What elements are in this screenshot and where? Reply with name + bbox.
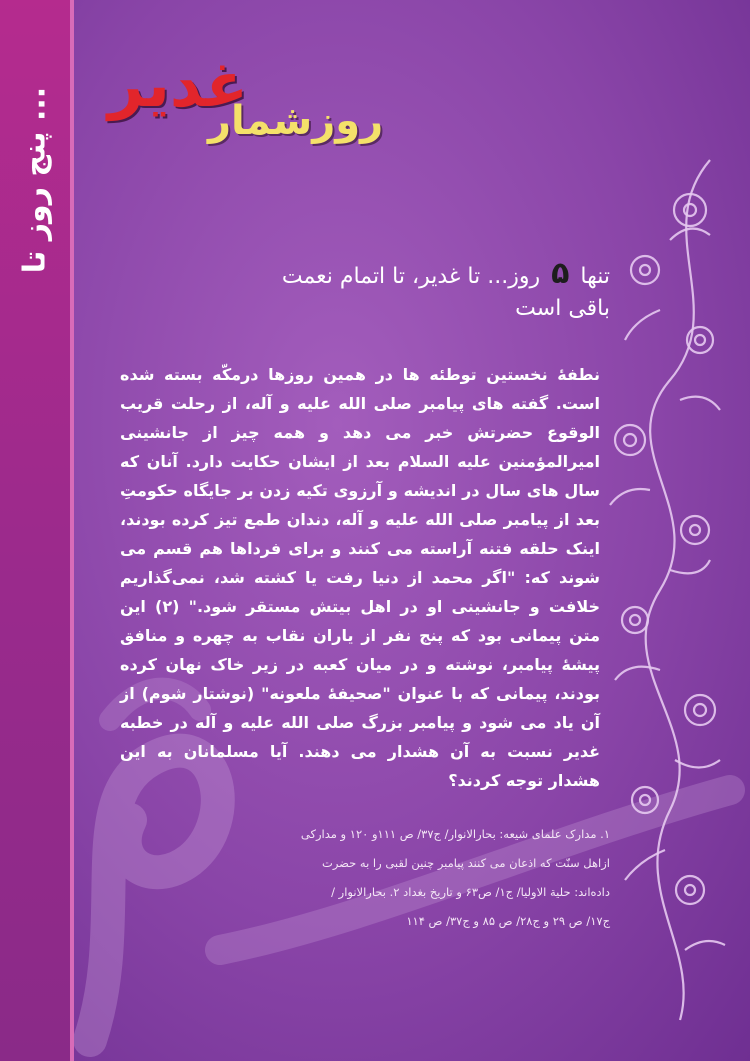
heading-line-1 (230, 258, 610, 293)
footnote-line: ۱. مدارک علمای شیعه: بحارالانوار/ ج۳۷/ ص ۱۱۱و ۱۲۰ و مدارکی (300, 827, 610, 841)
floral-vine-icon (590, 150, 740, 1030)
heading-before: تنها (580, 264, 610, 289)
footnote-line: داده‌اند: حلیة الاولیا/ ج۱/ ص۶۳ و تاریخ بغداد ۲. بحارالانوار / (331, 885, 610, 899)
page-title (108, 48, 438, 158)
heading-number: ۵ (551, 256, 570, 291)
body-paragraph: نطفهٔ نخستین توطئه ها در همین روزها درمکّه بسته شده است. گفته های پیامبر صلی الله علیه و آله، از رحلت قریب الوقوع حضرتش خبر می دهد و همه چیز از جانشینی امیرالمؤمنین علیه السلام بعد از ایشان حکایت دارد. آنان که سال های سال در اندیشه و آرزوی تکیه زدن بر جایگاه حکومتِ بعد از پیامبر صلی الله علیه و آله، دندان طمع تیز کرده بودند، اینک حلقه فتنه آراسته می کنند و برای فرداها هم قسم می شوند که: "اگر محمد از دنیا رفت یا کشته شد، نمی‌گذاریم خلافت و جانشینی او در اهل بیتش مستقر شود." (۲) این متن پیمانی بود که پنج نفر از یاران نقاب به چهره و منافق پیشهٔ پیامبر، نوشته و در میان کعبه در زیر خاک نهان کرده بودند، پیمانی که با عنوان "صحیفهٔ ملعونه" (نوشتار شوم) از آن یاد می شود و پیامبر بزرگ صلی الله علیه و آله در خطبه غدیر نسبت به آن هشدار می دهند. آیا مسلمانان به این هشدار توجه کردند؟ (120, 365, 600, 790)
side-banner (0, 0, 74, 1061)
title-countdown: روزشمار (208, 98, 384, 144)
side-banner-text: پنج روز تا ... (17, 86, 53, 274)
footnote-line: ازاهل سنّت که اذعان می کنند پیامبر چنین لقبی را به حضرت (322, 856, 610, 870)
title-ghadir: غدیر (108, 48, 249, 121)
heading-after: روز... تا غدیر، تا اتمام نعمت (281, 264, 541, 289)
heading-line-2: باقی است (515, 296, 610, 321)
countdown-heading (230, 258, 610, 325)
footnote (230, 820, 610, 936)
footnote-line: ج۱۷/ ص ۲۹ و ج۲۸/ ص ۸۵ و ج۳۷/ ص ۱۱۴ (406, 914, 610, 928)
